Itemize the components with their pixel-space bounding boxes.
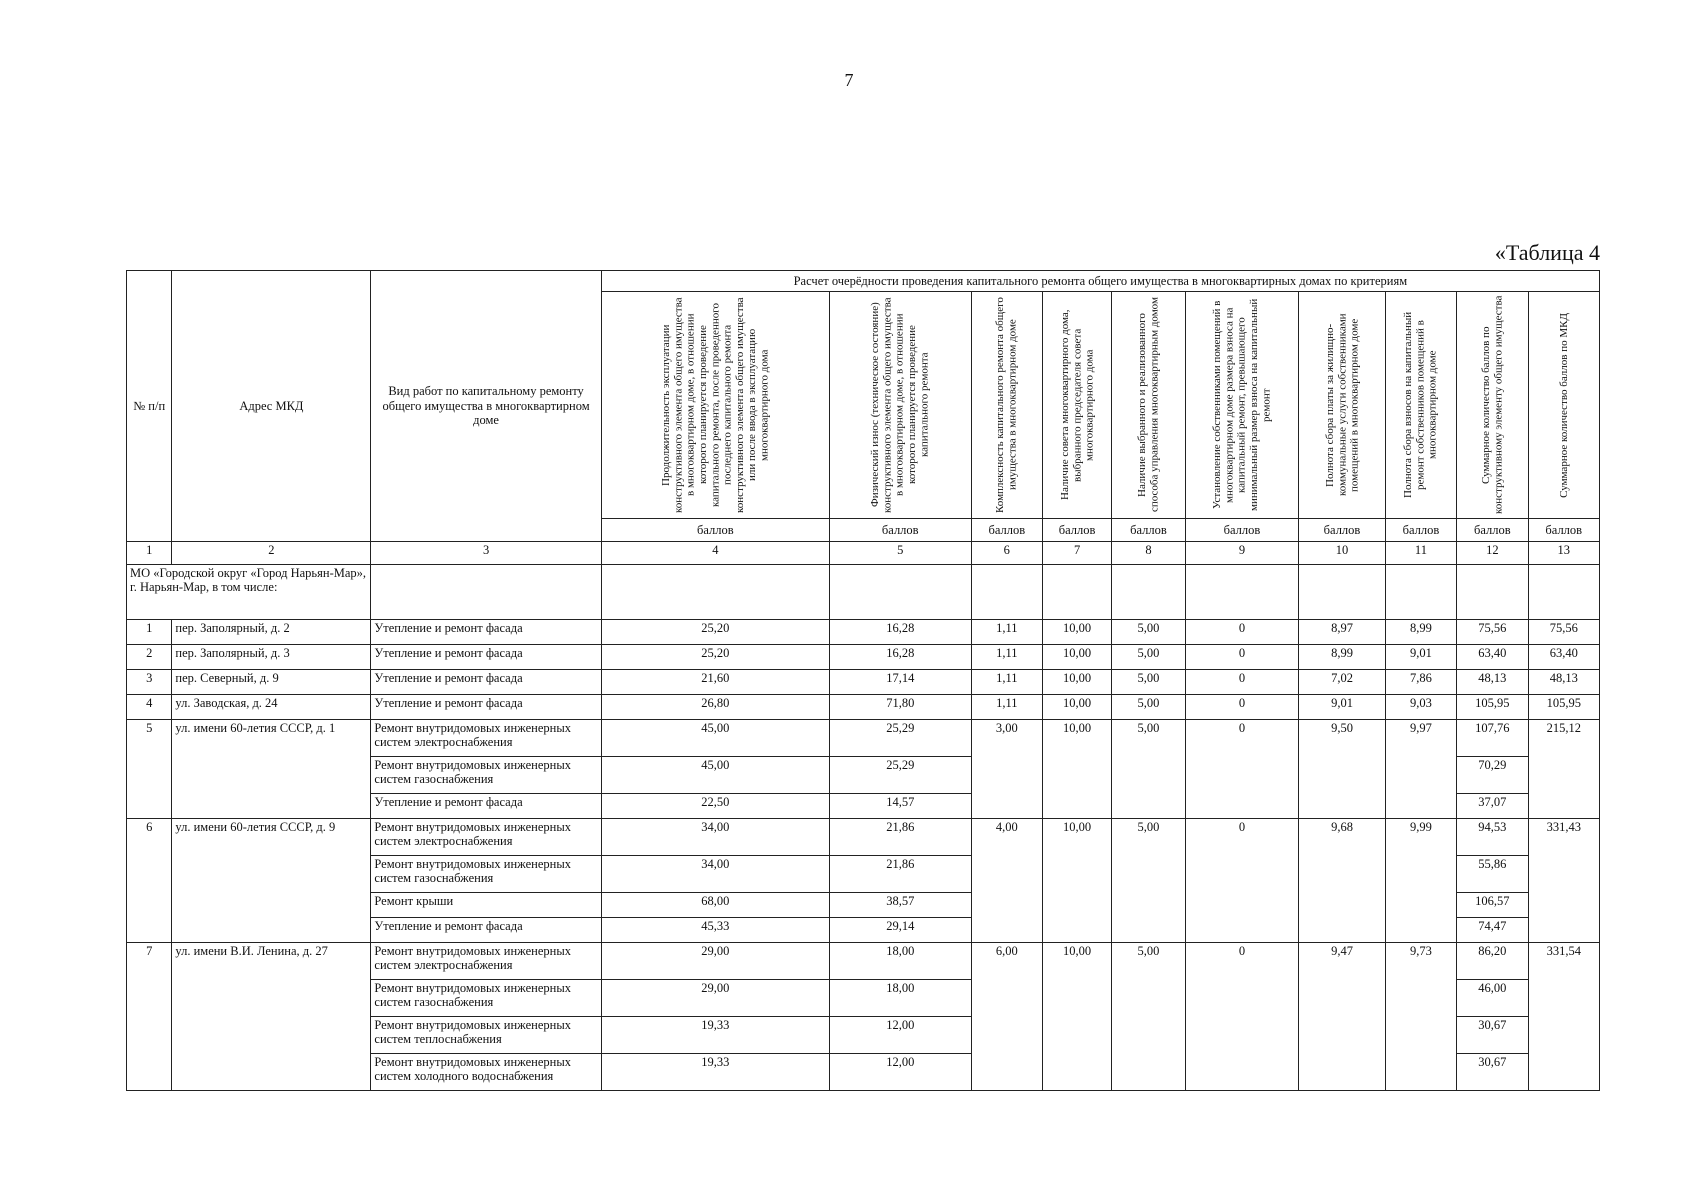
unit-label: баллов — [601, 519, 829, 542]
row-value-c4: 25,20 — [601, 620, 829, 645]
row-value-c8: 5,00 — [1112, 943, 1186, 1091]
row-value-c13: 48,13 — [1528, 670, 1599, 695]
header-work-type: Вид работ по капитальному ремонту общего имущества в многоквартирном доме — [371, 271, 601, 542]
row-value-c10: 7,02 — [1299, 670, 1386, 695]
row-value-c11: 9,03 — [1385, 695, 1456, 720]
group-title: МО «Городской округ «Город Нарьян-Мар», г. Нарьян-Мар, в том числе: — [127, 565, 371, 620]
header-criterion: Наличие выбранного и реализованного способа управления многоквартирным домом — [1112, 292, 1186, 519]
row-value-c7: 10,00 — [1042, 943, 1111, 1091]
row-work-type: Ремонт крыши — [371, 893, 601, 918]
row-value-c5: 16,28 — [829, 645, 971, 670]
row-number: 6 — [127, 819, 172, 943]
row-value-c12: 86,20 — [1457, 943, 1528, 980]
column-number: 11 — [1385, 542, 1456, 565]
table-row — [127, 670, 1600, 695]
column-number: 3 — [371, 542, 601, 565]
column-number: 10 — [1299, 542, 1386, 565]
row-value-c12: 106,57 — [1457, 893, 1528, 918]
row-address: пер. Заполярный, д. 3 — [172, 645, 371, 670]
row-value-c9: 0 — [1185, 645, 1299, 670]
table-row — [127, 695, 1600, 720]
row-value-c7: 10,00 — [1042, 819, 1111, 943]
row-value-c7: 10,00 — [1042, 695, 1111, 720]
row-value-c13: 105,95 — [1528, 695, 1599, 720]
column-number: 13 — [1528, 542, 1599, 565]
row-value-c6: 6,00 — [971, 943, 1042, 1091]
column-number: 12 — [1457, 542, 1528, 565]
row-value-c6: 1,11 — [971, 670, 1042, 695]
row-value-c7: 10,00 — [1042, 720, 1111, 819]
header-criterion: Установление собственниками помещений в многоквартирном доме размера взноса на капитальный ремонт, превышающего минимальный размер взноса на капитальный ремонт — [1185, 292, 1299, 519]
column-number: 5 — [829, 542, 971, 565]
row-address: ул. имени В.И. Ленина, д. 27 — [172, 943, 371, 1091]
unit-label: баллов — [1457, 519, 1528, 542]
row-value-c11: 7,86 — [1385, 670, 1456, 695]
row-value-c12: 37,07 — [1457, 794, 1528, 819]
row-value-c12: 30,67 — [1457, 1017, 1528, 1054]
row-value-c6: 1,11 — [971, 645, 1042, 670]
row-value-c12: 63,40 — [1457, 645, 1528, 670]
row-value-c10: 8,97 — [1299, 620, 1386, 645]
row-value-c5: 21,86 — [829, 856, 971, 893]
row-value-c13: 75,56 — [1528, 620, 1599, 645]
row-value-c12: 105,95 — [1457, 695, 1528, 720]
row-address: ул. Заводская, д. 24 — [172, 695, 371, 720]
row-value-c12: 75,56 — [1457, 620, 1528, 645]
row-value-c5: 12,00 — [829, 1017, 971, 1054]
unit-label: баллов — [1385, 519, 1456, 542]
row-value-c5: 16,28 — [829, 620, 971, 645]
row-value-c6: 4,00 — [971, 819, 1042, 943]
row-value-c7: 10,00 — [1042, 645, 1111, 670]
header-criterion: Продолжительность эксплуатации конструктивного элемента общего имущества в многоквартирном доме, в отношении которого планируется проведение капитального ремонта, после проведенного последнего капитального ремонта конструктивного элемента общего имущества или после ввода в эксплуатацию многоквартирного дома — [601, 292, 829, 519]
header-number: № п/п — [127, 271, 172, 542]
row-value-c8: 5,00 — [1112, 720, 1186, 819]
row-value-c5: 12,00 — [829, 1054, 971, 1091]
row-value-c5: 38,57 — [829, 893, 971, 918]
row-value-c4: 22,50 — [601, 794, 829, 819]
priority-table — [126, 270, 1600, 1091]
unit-label: баллов — [1299, 519, 1386, 542]
row-value-c11: 9,73 — [1385, 943, 1456, 1091]
row-work-type: Ремонт внутридомовых инженерных систем электроснабжения — [371, 943, 601, 980]
table-row — [127, 645, 1600, 670]
column-number-row — [127, 542, 1600, 565]
table-row — [127, 620, 1600, 645]
row-value-c12: 46,00 — [1457, 980, 1528, 1017]
row-value-c5: 25,29 — [829, 720, 971, 757]
row-work-type: Утепление и ремонт фасада — [371, 645, 601, 670]
row-value-c4: 26,80 — [601, 695, 829, 720]
column-number: 2 — [172, 542, 371, 565]
row-value-c12: 74,47 — [1457, 918, 1528, 943]
row-value-c8: 5,00 — [1112, 620, 1186, 645]
row-value-c5: 18,00 — [829, 980, 971, 1017]
row-value-c6: 1,11 — [971, 620, 1042, 645]
row-value-c11: 9,99 — [1385, 819, 1456, 943]
row-value-c4: 34,00 — [601, 856, 829, 893]
table-row — [127, 819, 1600, 856]
row-value-c9: 0 — [1185, 695, 1299, 720]
row-value-c9: 0 — [1185, 620, 1299, 645]
row-work-type: Ремонт внутридомовых инженерных систем теплоснабжения — [371, 1017, 601, 1054]
row-value-c4: 45,33 — [601, 918, 829, 943]
column-number: 8 — [1112, 542, 1186, 565]
row-work-type: Утепление и ремонт фасада — [371, 670, 601, 695]
row-value-c4: 68,00 — [601, 893, 829, 918]
row-work-type: Утепление и ремонт фасада — [371, 620, 601, 645]
row-work-type: Ремонт внутридомовых инженерных систем газоснабжения — [371, 980, 601, 1017]
row-value-c5: 25,29 — [829, 757, 971, 794]
row-work-type: Ремонт внутридомовых инженерных систем электроснабжения — [371, 720, 601, 757]
row-work-type: Ремонт внутридомовых инженерных систем электроснабжения — [371, 819, 601, 856]
row-value-c8: 5,00 — [1112, 819, 1186, 943]
row-value-c4: 25,20 — [601, 645, 829, 670]
row-value-c13: 331,43 — [1528, 819, 1599, 943]
header-criterion: Полнота сбора взносов на капитальный ремонт собственников помещений в многоквартирном доме — [1385, 292, 1456, 519]
row-address: пер. Северный, д. 9 — [172, 670, 371, 695]
row-value-c4: 19,33 — [601, 1017, 829, 1054]
row-number: 4 — [127, 695, 172, 720]
row-value-c12: 30,67 — [1457, 1054, 1528, 1091]
row-address: ул. имени 60-летия СССР, д. 1 — [172, 720, 371, 819]
unit-label: баллов — [971, 519, 1042, 542]
row-value-c9: 0 — [1185, 819, 1299, 943]
row-value-c12: 48,13 — [1457, 670, 1528, 695]
row-value-c12: 94,53 — [1457, 819, 1528, 856]
unit-label: баллов — [1042, 519, 1111, 542]
row-value-c8: 5,00 — [1112, 695, 1186, 720]
row-value-c4: 34,00 — [601, 819, 829, 856]
row-value-c6: 1,11 — [971, 695, 1042, 720]
row-number: 5 — [127, 720, 172, 819]
row-address: ул. имени 60-летия СССР, д. 9 — [172, 819, 371, 943]
table-caption: «Таблица 4 — [1494, 240, 1600, 265]
row-work-type: Утепление и ремонт фасада — [371, 794, 601, 819]
row-value-c11: 8,99 — [1385, 620, 1456, 645]
row-value-c5: 18,00 — [829, 943, 971, 980]
row-value-c10: 9,47 — [1299, 943, 1386, 1091]
header-criteria-title: Расчет очерёдности проведения капитального ремонта общего имущества в многоквартирных домах по критериям — [601, 271, 1599, 292]
row-work-type: Ремонт внутридомовых инженерных систем холодного водоснабжения — [371, 1054, 601, 1091]
row-value-c10: 9,50 — [1299, 720, 1386, 819]
row-value-c5: 17,14 — [829, 670, 971, 695]
row-value-c12: 70,29 — [1457, 757, 1528, 794]
row-value-c5: 29,14 — [829, 918, 971, 943]
column-number: 6 — [971, 542, 1042, 565]
row-value-c5: 21,86 — [829, 819, 971, 856]
row-value-c4: 19,33 — [601, 1054, 829, 1091]
column-number: 7 — [1042, 542, 1111, 565]
header-address: Адрес МКД — [172, 271, 371, 542]
row-work-type: Утепление и ремонт фасада — [371, 918, 601, 943]
row-value-c10: 8,99 — [1299, 645, 1386, 670]
row-work-type: Утепление и ремонт фасада — [371, 695, 601, 720]
unit-label: баллов — [829, 519, 971, 542]
row-value-c6: 3,00 — [971, 720, 1042, 819]
row-value-c13: 331,54 — [1528, 943, 1599, 1091]
row-work-type: Ремонт внутридомовых инженерных систем газоснабжения — [371, 757, 601, 794]
row-number: 7 — [127, 943, 172, 1091]
row-number: 2 — [127, 645, 172, 670]
unit-label: баллов — [1185, 519, 1299, 542]
table-row — [127, 720, 1600, 757]
header-criterion: Полнота сбора платы за жилищно-коммунальные услуги собственниками помещений в многоквартирном доме — [1299, 292, 1386, 519]
row-value-c12: 55,86 — [1457, 856, 1528, 893]
row-number: 1 — [127, 620, 172, 645]
row-value-c7: 10,00 — [1042, 620, 1111, 645]
column-number: 4 — [601, 542, 829, 565]
group-row — [127, 565, 1600, 620]
row-value-c7: 10,00 — [1042, 670, 1111, 695]
row-value-c11: 9,01 — [1385, 645, 1456, 670]
row-value-c13: 63,40 — [1528, 645, 1599, 670]
row-value-c11: 9,97 — [1385, 720, 1456, 819]
row-value-c5: 71,80 — [829, 695, 971, 720]
row-address: пер. Заполярный, д. 2 — [172, 620, 371, 645]
row-work-type: Ремонт внутридомовых инженерных систем газоснабжения — [371, 856, 601, 893]
row-value-c4: 45,00 — [601, 757, 829, 794]
header-criterion: Наличие совета многоквартирного дома, выбранного председателя совета многоквартирного дома — [1042, 292, 1111, 519]
table-row — [127, 943, 1600, 980]
header-criterion: Комплексность капитального ремонта общего имущества в многоквартирном доме — [971, 292, 1042, 519]
page-number: 7 — [844, 70, 854, 90]
row-value-c4: 29,00 — [601, 943, 829, 980]
row-value-c8: 5,00 — [1112, 670, 1186, 695]
row-value-c9: 0 — [1185, 670, 1299, 695]
row-value-c4: 21,60 — [601, 670, 829, 695]
row-number: 3 — [127, 670, 172, 695]
row-value-c5: 14,57 — [829, 794, 971, 819]
row-value-c13: 215,12 — [1528, 720, 1599, 819]
row-value-c9: 0 — [1185, 720, 1299, 819]
header-criterion: Физический износ (техническое состояние) конструктивного элемента общего имущества в многоквартирном доме, в отношении которого планируется проведение капитального ремонта — [829, 292, 971, 519]
header-criterion: Суммарное количество баллов по МКД — [1528, 292, 1599, 519]
row-value-c10: 9,01 — [1299, 695, 1386, 720]
unit-label: баллов — [1112, 519, 1186, 542]
row-value-c10: 9,68 — [1299, 819, 1386, 943]
row-value-c4: 29,00 — [601, 980, 829, 1017]
row-value-c9: 0 — [1185, 943, 1299, 1091]
row-value-c8: 5,00 — [1112, 645, 1186, 670]
row-value-c12: 107,76 — [1457, 720, 1528, 757]
header-criterion: Суммарное количество баллов по конструктивному элементу общего имущества — [1457, 292, 1528, 519]
unit-label: баллов — [1528, 519, 1599, 542]
row-value-c4: 45,00 — [601, 720, 829, 757]
column-number: 1 — [127, 542, 172, 565]
column-number: 9 — [1185, 542, 1299, 565]
